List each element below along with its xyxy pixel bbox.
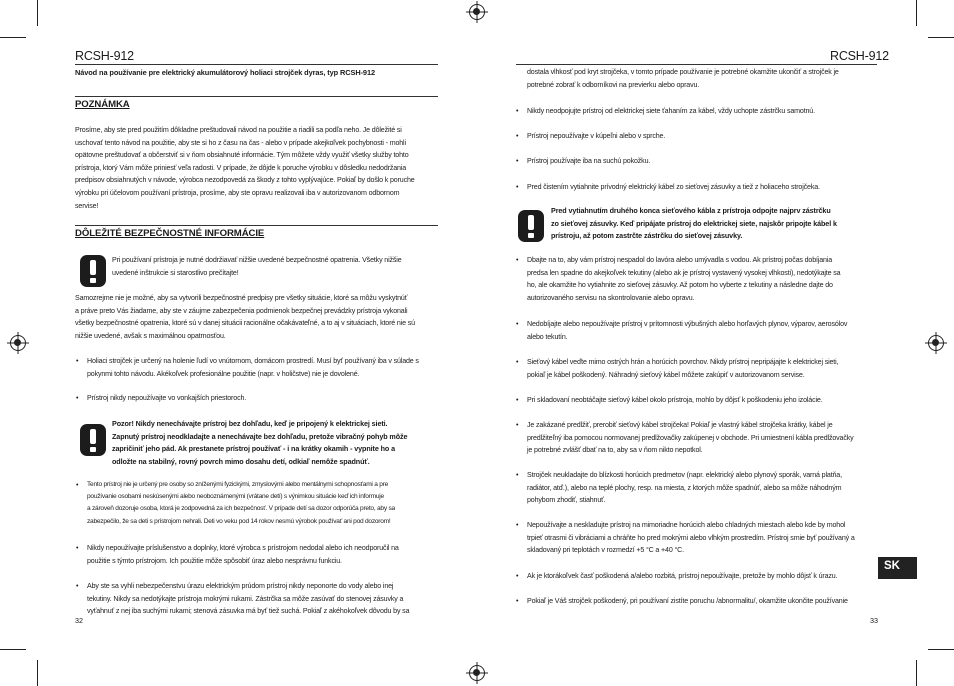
crop-mark (928, 649, 954, 650)
bullet-icon: • (516, 320, 519, 328)
bullet-icon: • (516, 132, 519, 140)
registration-mark-icon (10, 335, 26, 351)
warning-intro: Pri používaní prístroja je nutné dodržiavať nižšie uvedené bezpečnostné opatrenia. Všetky nižšie uvedené inštrukcie si starostlivo prečítajte! (112, 256, 402, 277)
list-item: Prístroj nikdy nepoužívajte vo vonkajších priestoroch. (87, 394, 247, 402)
note-paragraph: Prosíme, aby ste pred použitím dôkladne preštudovali návod na použitie a riadili sa podľa neho. Je dôležité si uschovať tento návod na použitie, aby ste si ho z času na čas - alebo v prípade akejkoľvek pochybnosti - mohli opätovne preštudovať a občerstviť si v ňom obsiahnuté informácie. Tým môžete vždy využiť všetky služby tohto prístroja, ktorý Vám môže priniesť veľa radosti. V prípade, že dôjde k poruche výrobku v dôsledku nedodržania predpisov obsiahnutých v návode, výrobca nezodpovedá za škody z tohto vyplývajúce. Pokiaľ by došlo k poruche výrobku pri účelovom používaní prístroja, prosíme, aby ste opravu realizovali iba v autorizovanom odbornom servise! (75, 126, 415, 210)
model-label-left: RCSH-912 (75, 49, 134, 63)
note-heading: POZNÁMKA (75, 99, 130, 110)
list-item: Prístroj nepoužívajte v kúpeľni alebo v sprche. (527, 132, 666, 140)
warning-icon (518, 210, 544, 242)
header-rule (75, 64, 438, 65)
list-item: Je zakázané predlžiť, prerobiť sieťový kábel strojčeka! Pokiaľ je vlastný kábel strojčeka krátky, kábel je predlžiteľný iba pomocou normovanej predlžovačky zakúpenej v obchode. Pri umiestnení kábla predlžovačky je potrebné zvlášť dbať na to, aby sa v ňom nikto nepotkol. (527, 421, 854, 455)
list-item: Pokiaľ je Váš strojček poškodený, pri používaní zistíte poruchu /abnormalitu/, okamžite ukončite používanie (527, 597, 848, 605)
warning-icon (80, 424, 106, 456)
crop-mark (0, 649, 26, 650)
list-item: Nepoužívajte a neskladujte prístroj na mimoriadne horúcich alebo chladných miestach alebo kde by mohol trpieť otrasmi či vibráciami a chráňte ho pred mokrými alebo vlhkým prostredím. Prístroj smie byť používaný a skladovaný pri teplotách v rozmedzí +5 °C a +40 °C. (527, 521, 855, 555)
registration-mark-icon (928, 335, 944, 351)
crop-mark (0, 37, 26, 38)
list-item: Prístroj používajte iba na suchú pokožku. (527, 157, 651, 165)
registration-mark-icon (469, 665, 485, 681)
list-item: Ak je ktorákoľvek časť poškodená a/alebo rozbitá, prístroj nepoužívajte, pretože by mohlo dôjsť k úrazu. (527, 572, 838, 580)
bullet-icon: • (516, 421, 519, 429)
bullet-icon: • (76, 582, 79, 590)
bullet-icon: • (516, 183, 519, 191)
list-item: Sieťový kábel veďte mimo ostrých hrán a horúcich povrchov. Nikdy prístroj nepripájajte k elektrickej sieti, pokiaľ je kábel poškodený. Náhradný sieťový kábel môžete zakúpiť v autorizovanom servise. (527, 358, 839, 379)
bullet-icon: • (516, 157, 519, 165)
safety-paragraph: Samozrejme nie je možné, aby sa vytvorili bezpečnostné predpisy pre všetky situácie, ktoré sa môžu vyskytnúť a práve preto Vás žiadame, aby ste v záujme zabezpečenia podmienok bezpečnej prevádzky prístroja vykonali všetky bezpečnostné opatrenia, ktoré sú v danej situácii racionálne očakávateľné, a to aj v situáciach, ktoré nie sú nižšie uvedené, avšak s maximálnou opatrnosťou. (75, 294, 415, 340)
bullet-icon: • (76, 481, 79, 489)
language-tab: SK (878, 557, 917, 579)
list-item: Nedobíjajte alebo nepoužívajte prístroj v prítomnosti výbušných alebo horľavých plynov, výparov, aerosólov alebo tekutín. (527, 320, 848, 341)
page-number-left: 32 (75, 616, 83, 625)
bullet-icon: • (516, 597, 519, 605)
bullet-icon: • (516, 572, 519, 580)
crop-mark (37, 0, 38, 26)
bullet-icon: • (516, 471, 519, 479)
bullet-icon: • (76, 357, 79, 365)
crop-mark (37, 660, 38, 686)
crop-mark (916, 660, 917, 686)
warning-unplug: Pred vytiahnutím druhého konca sieťového kábla z prístroja odpojte najprv zástrčku zo sieťovej zásuvky. Keď pripájate prístroj do elektrickej siete, najskôr pripojte kábel k prístroju, až potom zastrčte zástrčku do sieťovej zásuvky. (551, 206, 837, 241)
header-rule (516, 64, 877, 65)
list-item: Strojček neukladajte do blízkosti horúcich predmetov (napr. elektrický alebo plynový sporák, varná platňa, radiátor, atď.), alebo na teplé plochy, resp. na miesta, z ktorých môže spadnúť, alebo sa môže náhodným pohybom zhodiť, stiahnuť. (527, 471, 842, 505)
bullet-icon: • (516, 107, 519, 115)
document-subtitle: Návod na používanie pre elektrický akumulátorový holiaci strojček dyras, typ RCSH-912 (75, 68, 375, 77)
list-item: Nikdy neodpojujte prístroj od elektrickej siete ťahaním za kábel, vždy uchopte zástrčku samotnú. (527, 107, 815, 115)
crop-mark (928, 37, 954, 38)
list-item: Dbajte na to, aby vám prístroj nespadol do lavóra alebo umývadla s vodou. Ak prístroj počas dobíjania predsa len spadne do akejkoľvek tekutiny (alebo ak je prístroj vystavený vysokej vlhkosti), nedotýkajte sa ho, ale okamžite ho vytiahnite zo sieťovej zásuvky. Až potom ho vyberte z tekutiny a následne dajte do autorizovaného servisu na skontrolovanie alebo opravu. (527, 256, 841, 302)
list-item: Nikdy nepoužívajte príslušenstvo a doplnky, ktoré výrobca s prístrojom nedodal alebo ich neodporučil na použitie s týmto prístrojom. Ich použitie môže spôsobiť úraz alebo nesprávnu funkciu. (87, 544, 399, 565)
registration-mark-icon (469, 4, 485, 20)
section-rule (75, 225, 438, 226)
bullet-icon: • (76, 394, 79, 402)
section-rule (75, 96, 438, 97)
continued-paragraph: dostala vlhkosť pod kryt strojčeka, v tomto prípade používanie je potrebné okamžite ukončiť a strojček je potrebné zobrať k odborníkovi na previerku alebo opravu. (527, 68, 839, 89)
crop-mark (916, 0, 917, 26)
page-number-right: 33 (870, 616, 878, 625)
bullet-icon: • (516, 396, 519, 404)
list-item: Holiaci strojček je určený na holenie ľudí vo vnútornom, domácom prostredí. Musí byť používaný iba v súlade s pokynmi tohto návodu. Akékoľvek profesionálne použitie (napr. v holičstve) nie je dovolené. (87, 357, 419, 378)
model-label-right: RCSH-912 (830, 49, 889, 63)
list-item: Pri skladovaní neobtáčajte sieťový kábel okolo prístroja, mohlo by dôjsť k poškodeniu jeho izolácie. (527, 396, 823, 404)
warning-unattended: Pozor! Nikdy nenechávajte prístroj bez dohľadu, keď je pripojený k elektrickej sieti. Zapnutý prístroj neodkladajte a nenechávajte bez dohľadu, pretože vibračný pohyb môže zapričiniť jeho pád. Ak prestanete prístroj používať - i na krátky okamih - vypnite ho a odložte na stabilný, rovný povrch mimo dosahu detí, odkiaľ nemôže spadnúť. (112, 419, 408, 466)
list-item: Pred čistením vytiahnite prívodný elektrický kábel zo sieťovej zásuvky a tiež z holiaceho strojčeka. (527, 183, 820, 191)
warning-icon (80, 255, 106, 287)
safety-heading: DÔLEŽITÉ BEZPEČNOSTNÉ INFORMÁCIE (75, 228, 265, 239)
list-item: Tento prístroj nie je určený pre osoby so zníženými fyzickými, zmyslovými alebo mentálnymi schopnosťami a pre používanie osobami neskúsenými alebo neoboznámenými (vrátane detí) s výnimkou situácie keď ich informuje a zároveň dozoruje osoba, ktorá je zodpovedná za ich bezpečnosť. V prípade detí sa dozor odporúča preto, aby sa zabezpečilo, že sa deti s prístrojom nehrali. Deti vo veku pod 14 rokov nesmú výrobok používať ani pod dozorom! (87, 481, 395, 525)
bullet-icon: • (76, 544, 79, 552)
bullet-icon: • (516, 521, 519, 529)
bullet-icon: • (516, 358, 519, 366)
list-item: Aby ste sa vyhli nebezpečenstvu úrazu elektrickým prúdom prístroj nikdy neponorte do vody alebo inej tekutiny. Nikdy sa nedotýkajte prístroja mokrými rukami. Zástrčka sa môže zasúvať do stenovej zásuvky a vyťahnuť z nej iba suchými rukami; stenová zásuvka má byť tiež suchá. Pokiaľ z akéhokoľvek dôvodu by sa (87, 582, 410, 616)
bullet-icon: • (516, 256, 519, 264)
